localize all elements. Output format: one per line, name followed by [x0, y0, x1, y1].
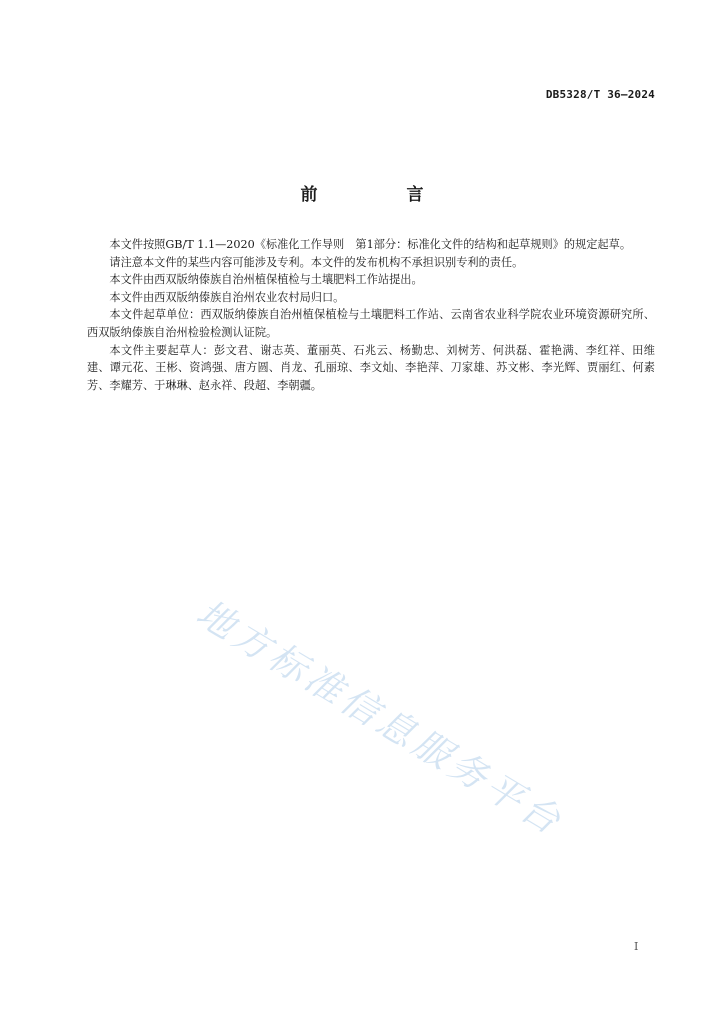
paragraph-proposer: 本文件由西双版纳傣族自治州植保植检与土壤肥料工作站提出。 — [109, 273, 423, 287]
foreword-body — [87, 236, 655, 394]
paragraph-patent-notice: 请注意本文件的某些内容可能涉及专利。本文件的发布机构不承担识别专利的责任。 — [109, 255, 524, 269]
paragraph-drafters: 本文件主要起草人：彭文君、谢志英、董丽英、石兆云、杨勤忠、刘树芳、何洪磊、霍艳满、李红祥、田维建、谭元花、王彬、资鸿强、唐方圆、肖龙、孔丽琼、李文灿、李艳萍、刀家雄、苏文彬、李光辉、贾丽红、何素芳、李耀芳、于琳琳、赵永祥、段超、李朝疆。 — [87, 343, 655, 392]
page-number: I — [634, 940, 639, 953]
paragraph-drafting-rules: 本文件按照GB/T 1.1—2020《标准化工作导则 第1部分：标准化文件的结构和起草规则》的规定起草。 — [109, 238, 632, 251]
document-code: DB5328/T 36—2024 — [545, 88, 655, 101]
watermark: 地方标准信息服务平台 — [189, 591, 572, 845]
paragraph-centralized-by: 本文件由西双版纳傣族自治州农业农村局归口。 — [109, 290, 345, 304]
paragraph-drafting-units: 本文件起草单位：西双版纳傣族自治州植保植检与土壤肥料工作站、云南省农业科学院农业环境资源研究所、西双版纳傣族自治州检验检测认证院。 — [87, 308, 655, 339]
page-title: 前 言 — [300, 185, 460, 205]
